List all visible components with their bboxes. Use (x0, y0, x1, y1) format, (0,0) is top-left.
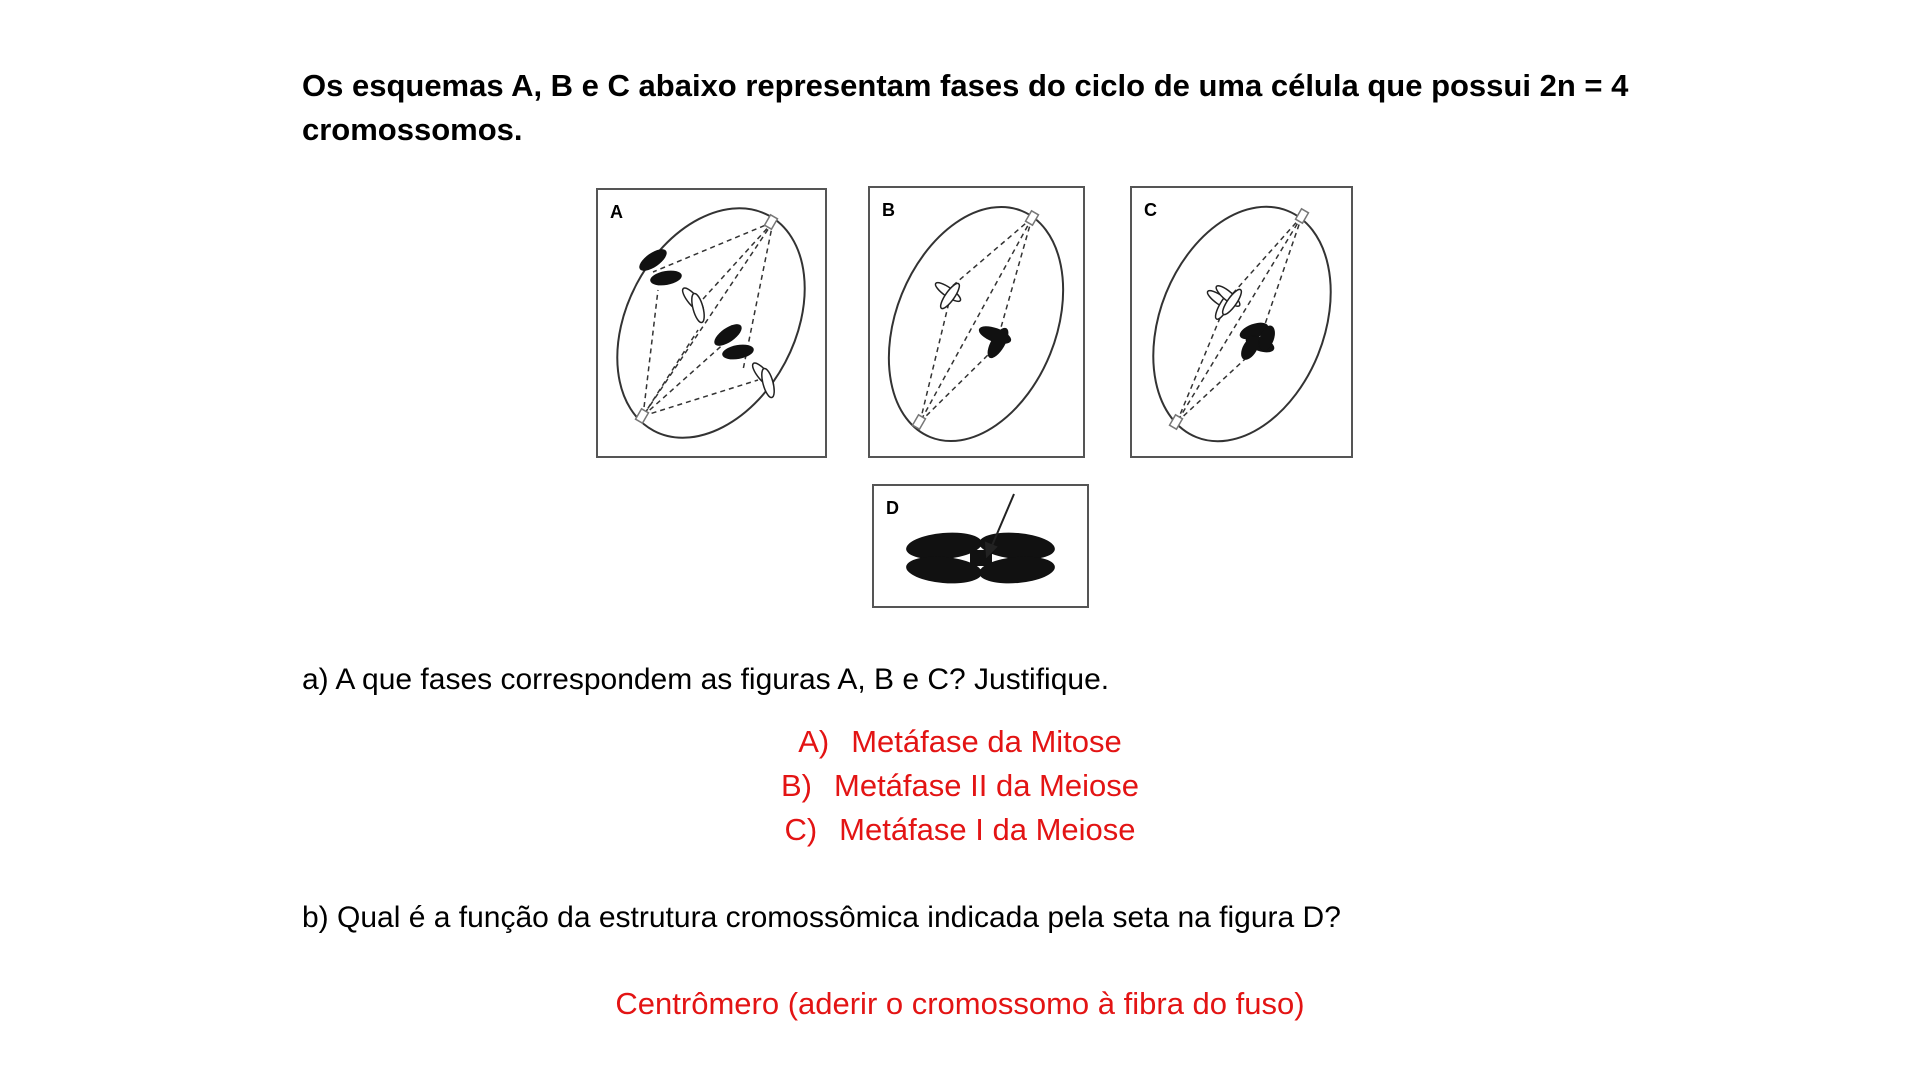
cell-diagram-c (1132, 188, 1351, 456)
answer-item (0, 808, 1920, 852)
cell-diagram-a (598, 190, 825, 456)
cell-diagram-b (870, 188, 1083, 456)
figure-d-chromosome (872, 484, 1089, 608)
figure-b-meiosis-ii-metaphase (868, 186, 1085, 458)
answer-text: Metáfase da Mitose (851, 724, 1122, 759)
figure-a-mitosis-metaphase (596, 188, 827, 458)
answers-list-a (0, 720, 1920, 852)
answer-letter: C) (784, 812, 818, 847)
figure-label-d: D (886, 498, 899, 518)
question-heading: Os esquemas A, B e C abaixo representam fases do ciclo de uma célula que possui 2n = 4 cromossomos. (302, 68, 1629, 147)
answer-letter: A) (798, 724, 830, 759)
answer-item (0, 764, 1920, 808)
figure-label-b: B (882, 200, 895, 220)
answer-letter: B) (781, 768, 812, 803)
answer-item (0, 720, 1920, 764)
chromosome-diagram-d (874, 486, 1087, 606)
answer-text: Metáfase I da Meiose (839, 812, 1136, 847)
question-b: b) Qual é a função da estrutura cromossômica indicada pela seta na figura D? (302, 901, 1341, 934)
figure-label-c: C (1144, 200, 1157, 220)
figure-c-meiosis-i-metaphase (1130, 186, 1353, 458)
answer-b: Centrômero (aderir o cromossomo à fibra do fuso) (615, 986, 1305, 1021)
chromosome-shape (905, 530, 1056, 587)
answer-text: Metáfase II da Meiose (834, 768, 1139, 803)
question-a: a) A que fases correspondem as figuras A, B e C? Justifique. (302, 663, 1110, 696)
figure-label-a: A (610, 202, 623, 222)
